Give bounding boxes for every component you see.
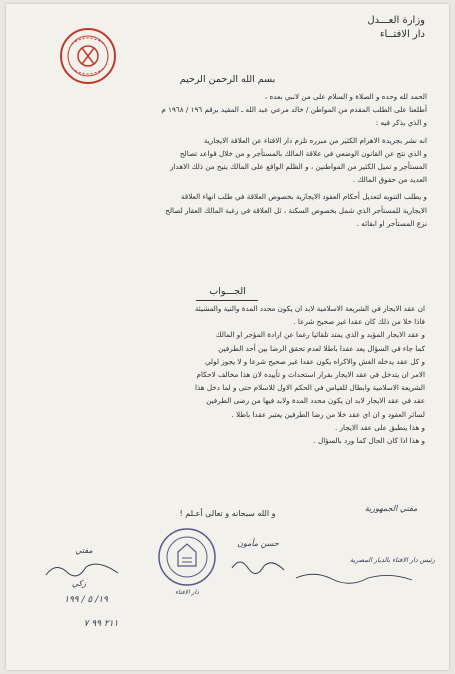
ministry-name: وزارة العـــدل (367, 15, 425, 26)
answer-line: فاذا خلا من ذلك كان عقدا غير صحيح شرعا . (293, 317, 425, 327)
handwritten-note-left: زكي (71, 579, 87, 588)
question-line: و الذي نتج عن القانون الوضعي في علاقة المالك بالمستأجر و من خلال قواعد تصالح (179, 148, 427, 158)
mufti-signature: مفتي (75, 546, 93, 555)
signature-middle: حسن مأمون (237, 539, 279, 548)
question-line: و يطلب التنويه لتعديل أحكام العقود الايجارية بخصوص العلاقة في طلب انهاء العلاقة (180, 192, 427, 202)
answer-text (36, 302, 425, 447)
answer-line: و هذا ينطبق على عقد الايجار . (334, 422, 425, 432)
answer-line: و هذا اذا كان الحال كما ورد بالسؤال . (313, 436, 425, 446)
signature-scribble-icon (228, 554, 288, 576)
question-line: المستأجر و تميل الكثير من المواطنين ، و الظلم الواقع على المالك يتيح من ذلك الاهدار (170, 162, 427, 172)
question-line: و الذي يذكر فيه : (375, 118, 427, 128)
question-text (40, 90, 427, 230)
answer-line: كما جاء في السؤال يعد عقدا باطلا لعدم تحقق الرضا بين أحد الطرفين (218, 343, 425, 353)
official-stamp-icon (156, 526, 218, 588)
question-line: نزع المستأجر او ابقائه . (356, 218, 427, 228)
closing-phrase: و الله سبحانه و تعالى أعـلم ! (179, 509, 276, 518)
handwritten-date-bottom: ٢١١ ٩٩ ٧ (83, 619, 119, 629)
answer-line: ان عقد الايجار في الشريعة الاسلامية لابد ان يكون محدد المدة والنية والمشيئة (194, 304, 425, 313)
question-line: الايجارية للمستأجر الذي شمل بخصوص السكنة ، ثل العلاقة في رغبة المالك العقار لصالح (165, 205, 427, 215)
answer-line: و عقد الايجار المؤبد و الذي يمتد تلقائيا رغما عن ارادة المؤجر او المالك (215, 330, 425, 340)
answer-title: الجـــواب (209, 286, 246, 297)
question-line: أطلعنا على الطلب المقدم من المواطن / خالد مرعي عبد الله ـ المقيد برقم ١٩٦ / ١٩٦٨ م (161, 105, 427, 115)
question-line: الحمد لله وحده و الصلاة و السلام على من لانبي بعده ، (264, 92, 427, 101)
question-line: العديد من حقوق المالك . (352, 175, 427, 185)
basmala: بسم الله الرحمن الرحيم (179, 74, 276, 85)
question-line: انه نشر بجريدة الاهرام الكثير من مبرره تلزم دار الافتاء عن العلاقة الايجارية (203, 135, 427, 145)
answer-line: و كل عقد يدخله الغش والاكراه يكون عقدا غير صحيح شرعا و لا يجوز لولي (204, 356, 425, 366)
handwriting-scribble-icon (294, 570, 414, 586)
answer-line: عقد في عقد الايجار لابد ان يكون محدد المدة ولابد فيها من رضى الطرفين (206, 396, 425, 406)
office-name: دار الافتــاء (379, 29, 425, 40)
stamp-caption: دار الافتاء (175, 589, 199, 596)
answer-line: لسائر العقود و ان اي عقد خلا من رضا الطرفين يعتبر عقدا باطلا . (231, 409, 425, 419)
letterhead (367, 14, 425, 42)
left-scribble-icon (42, 559, 122, 581)
answer-line: الشريعة الاسلامية وابطال للقياس في الحكم الاول للاسلام حتى و لما دخل هذا (195, 383, 425, 393)
signature-note-right: رئيس دار الافتاء بالديار المصرية (349, 556, 435, 564)
document-page (6, 4, 449, 670)
signature-block-right (351, 504, 431, 513)
signature-title: مفتي الجمهورية (364, 504, 418, 513)
answer-line: الامر ان يتدخل في عقد الايجار بقرار استحداث و تأييده لان هذا مخالف لاحكام (196, 370, 425, 380)
handwritten-date-left: ١٩/ ٥ / ١٩٩ (64, 595, 108, 605)
answer-underline (196, 300, 258, 301)
